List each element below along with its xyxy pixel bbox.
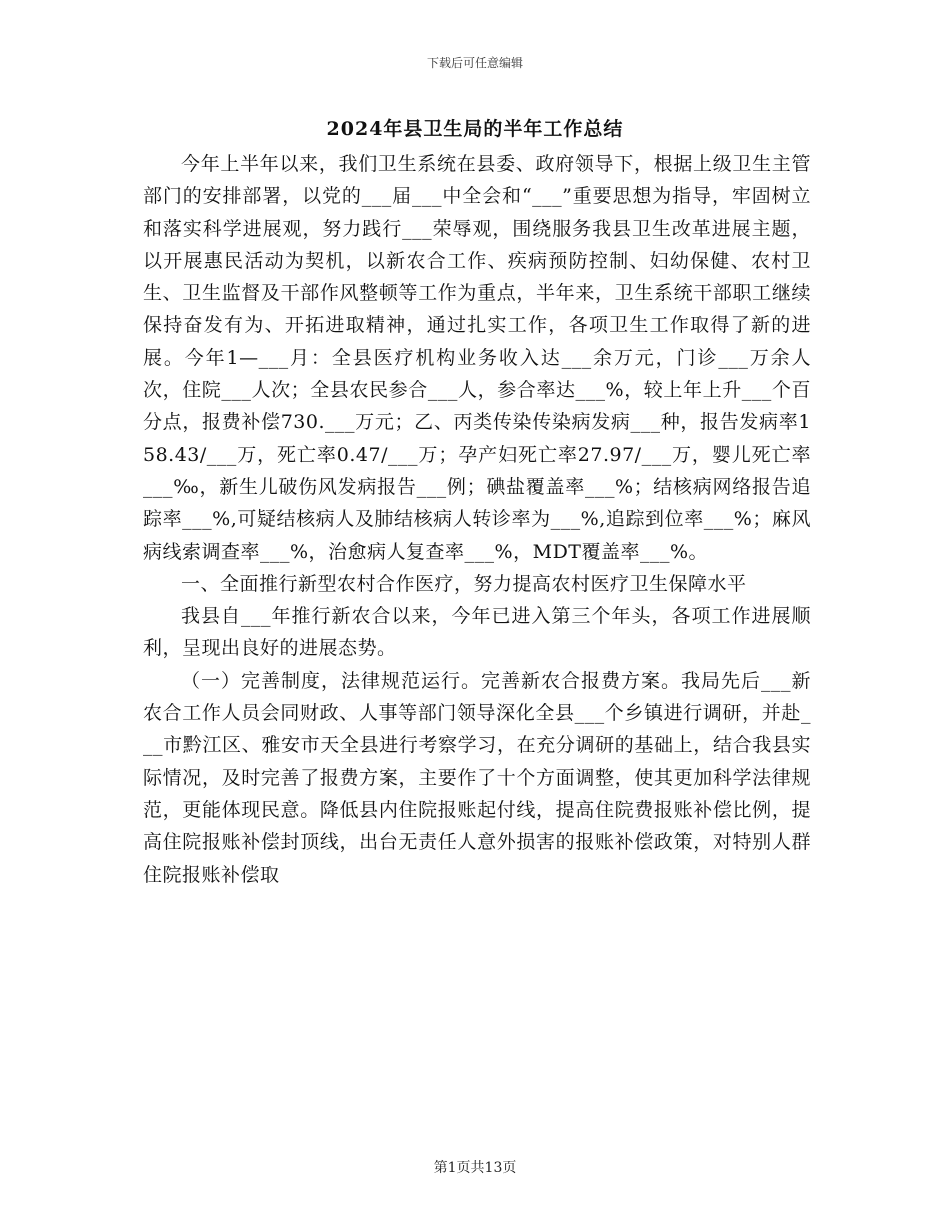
document-title: 2024年县卫生局的半年工作总结 [326, 118, 624, 140]
page-footer: 第1页共13页 [433, 1160, 517, 1176]
paragraph-intro: 我县自___年推行新农合以来，今年已进入第三个年头，各项工作进展顺利，呈现出良好的进展态势。 [143, 605, 811, 660]
paragraph-summary: 今年上半年以来，我们卫生系统在县委、政府领导下，根据上级卫生主管部门的安排部署，以党的___届___中全会和“___”重要思想为指导，牢固树立和落实科学进展观，努力践行___荣辱观，围绕服务我县卫生改革进展主题，以开展惠民活动为契机，以新农合工作、疾病预防控制、妇幼保健、农村卫生、卫生监督及干部作风整顿等工作为重点，半年来，卫生系统干部职工继续保持奋发有为、开拓进取精神，通过扎实工作，各项卫生工作取得了新的进展。今年1—___月：全县医疗机构业务收入达___余万元，门诊___万余人次，住院___人次；全县农民参合___人，参合率达___%，较上年上升___个百分点，报费补偿730.___万元；乙、丙类传染传染病发病___种，报告发病率158.43/___万，死亡率0.47/___万；孕产妇死亡率27.97/___万，婴儿死亡率___‰，新生儿破伤风发病报告___例；碘盐覆盖率___%；结核病网络报告追踪率___%,可疑结核病人及肺结核病人转诊率为___%,追踪到位率___%；麻风病线索调查率___%，治愈病人复查率___%，MDT覆盖率___%。 [143, 153, 811, 563]
paragraph-section-heading: 一、全面推行新型农村合作医疗，努力提高农村医疗卫生保障水平 [181, 572, 747, 595]
page-header-note: 下载后可任意编辑 [426, 56, 523, 70]
document-body [143, 148, 811, 891]
paragraph-subsection: （一）完善制度，法律规范运行。完善新农合报费方案。我局先后___新农合工作人员会同财政、人事等部门领导深化全县___个乡镇进行调研，并赴___市黔江区、雅安市天全县进行考察学习，在充分调研的基础上，结合我县实际情况，及时完善了报费方案，主要作了十个方面调整，使其更加科学法律规范，更能体现民意。降低县内住院报账起付线，提高住院费报账补偿比例，提高住院报账补偿封顶线，出台无责任人意外损害的报账补偿政策，对特别人群住院报账补偿取 [143, 669, 811, 886]
